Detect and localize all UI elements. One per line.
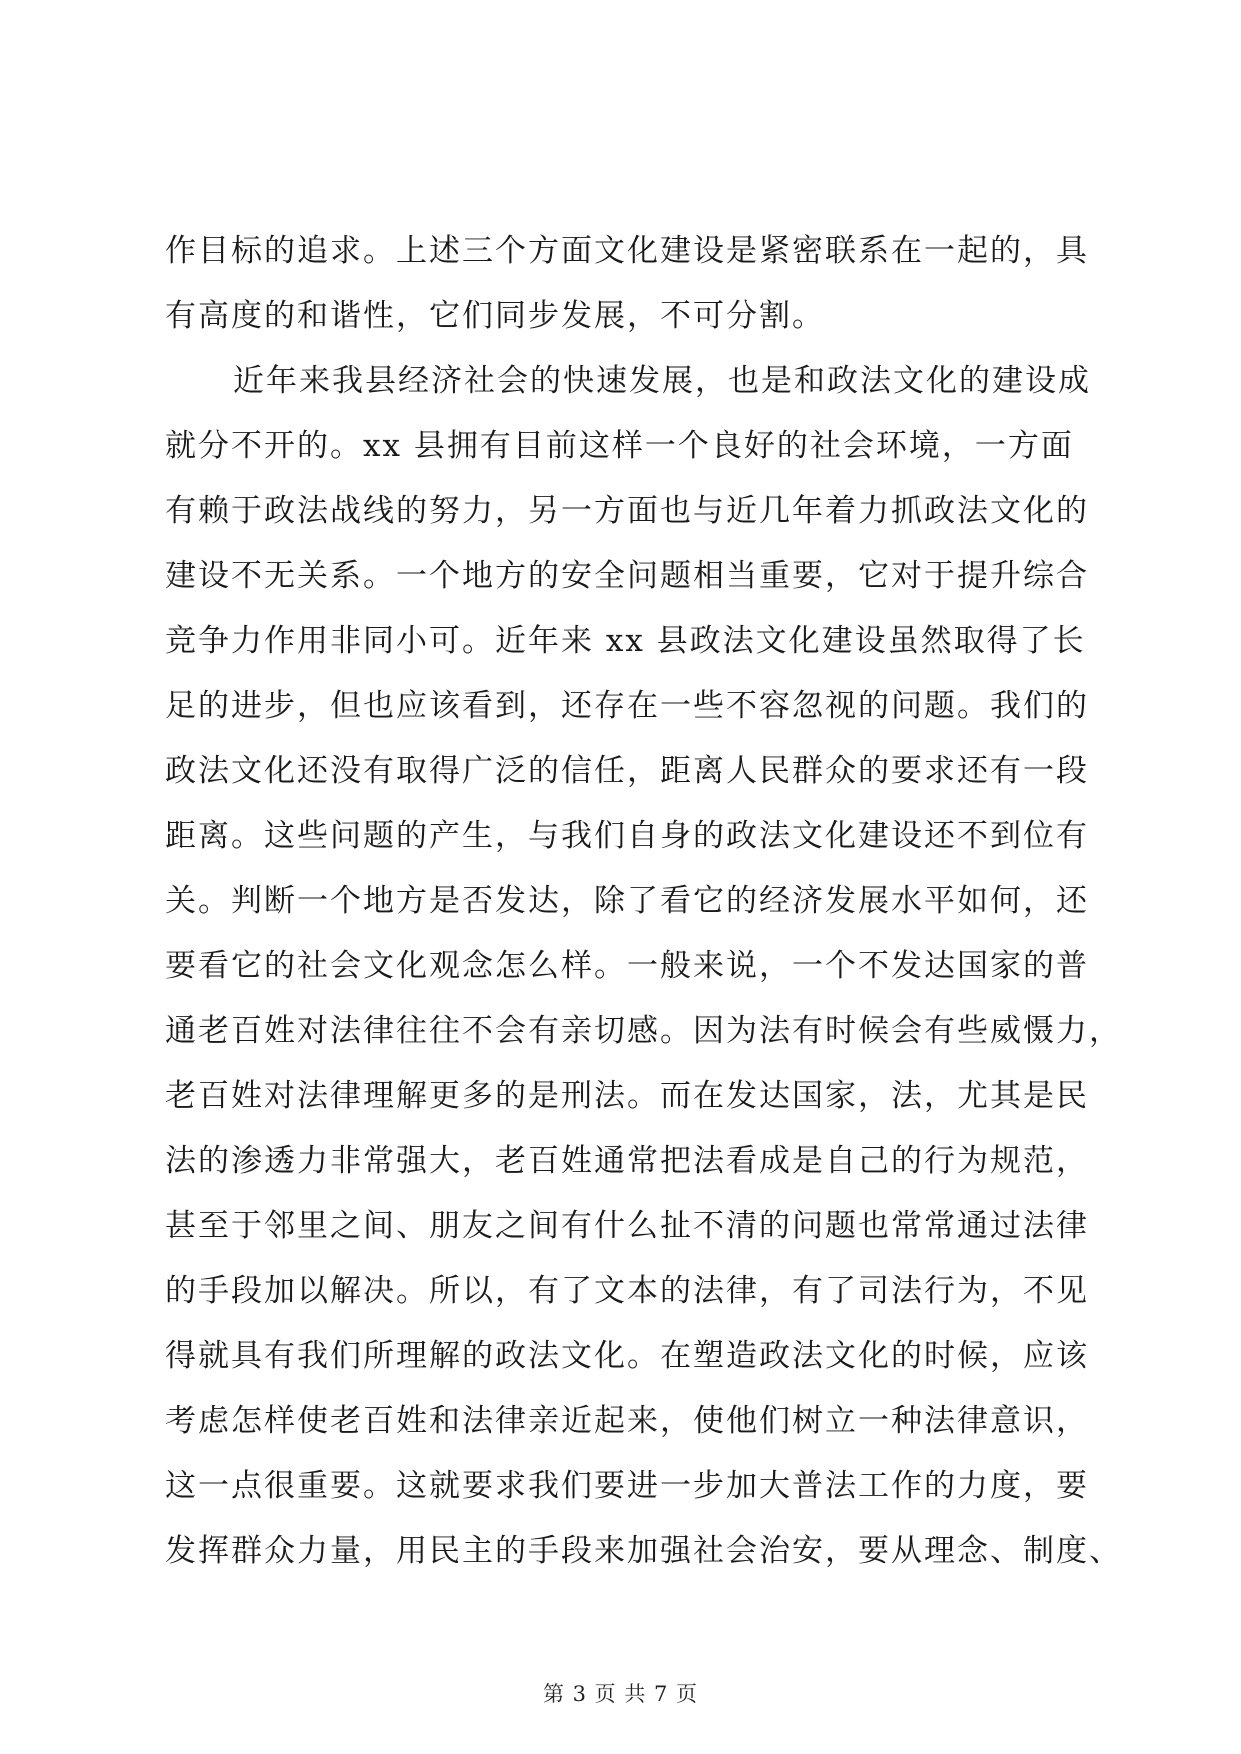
body-text (165, 231, 1122, 1596)
text-line: 有高度的和谐性，它们同步发展，不可分割。 (165, 298, 825, 334)
text-line: 要看它的社会文化观念怎么样。一般来说，一个不发达国家的普 (165, 948, 1089, 984)
text-line: 关。判断一个地方是否发达，除了看它的经济发展水平如何，还 (165, 883, 1089, 919)
text-line: 发挥群众力量，用民主的手段来加强社会治安，要从理念、制度、 (165, 1533, 1122, 1569)
text-line: 建设不无关系。一个地方的安全问题相当重要，它对于提升综合 (165, 558, 1089, 594)
text-line: 足的进步，但也应该看到，还存在一些不容忽视的问题。我们的 (165, 688, 1089, 724)
text-line: 就分不开的。xx 县拥有目前这样一个良好的社会环境，一方面 (165, 428, 1074, 464)
text-line: 得就具有我们所理解的政法文化。在塑造政法文化的时候，应该 (165, 1338, 1089, 1374)
text-line: 作目标的追求。上述三个方面文化建设是紧密联系在一起的，具 (165, 233, 1089, 269)
text-line: 竞争力作用非同小可。近年来 xx 县政法文化建设虽然取得了长 (165, 623, 1086, 659)
text-line: 政法文化还没有取得广泛的信任，距离人民群众的要求还有一段 (165, 753, 1089, 789)
paragraph-first-line: 近年来我县经济社会的快速发展，也是和政法文化的建设成 (233, 363, 1091, 399)
text-line: 甚至于邻里之间、朋友之间有什么扯不清的问题也常常通过法律 (165, 1208, 1089, 1244)
text-line: 老百姓对法律理解更多的是刑法。而在发达国家，法，尤其是民 (165, 1078, 1089, 1114)
text-line: 的手段加以解决。所以，有了文本的法律，有了司法行为，不见 (165, 1273, 1089, 1309)
text-line: 有赖于政法战线的努力，另一方面也与近几年着力抓政法文化的 (165, 493, 1089, 529)
page-number-footer: 第 3 页 共 7 页 (542, 1682, 699, 1706)
text-line: 这一点很重要。这就要求我们要进一步加大普法工作的力度，要 (165, 1468, 1089, 1504)
text-line: 法的渗透力非常强大，老百姓通常把法看成是自己的行为规范， (165, 1143, 1089, 1179)
text-line: 通老百姓对法律往往不会有亲切感。因为法有时候会有些威慑力， (165, 1013, 1122, 1049)
text-line: 考虑怎样使老百姓和法律亲近起来，使他们树立一种法律意识， (165, 1403, 1089, 1439)
text-line: 距离。这些问题的产生，与我们自身的政法文化建设还不到位有 (165, 818, 1089, 854)
